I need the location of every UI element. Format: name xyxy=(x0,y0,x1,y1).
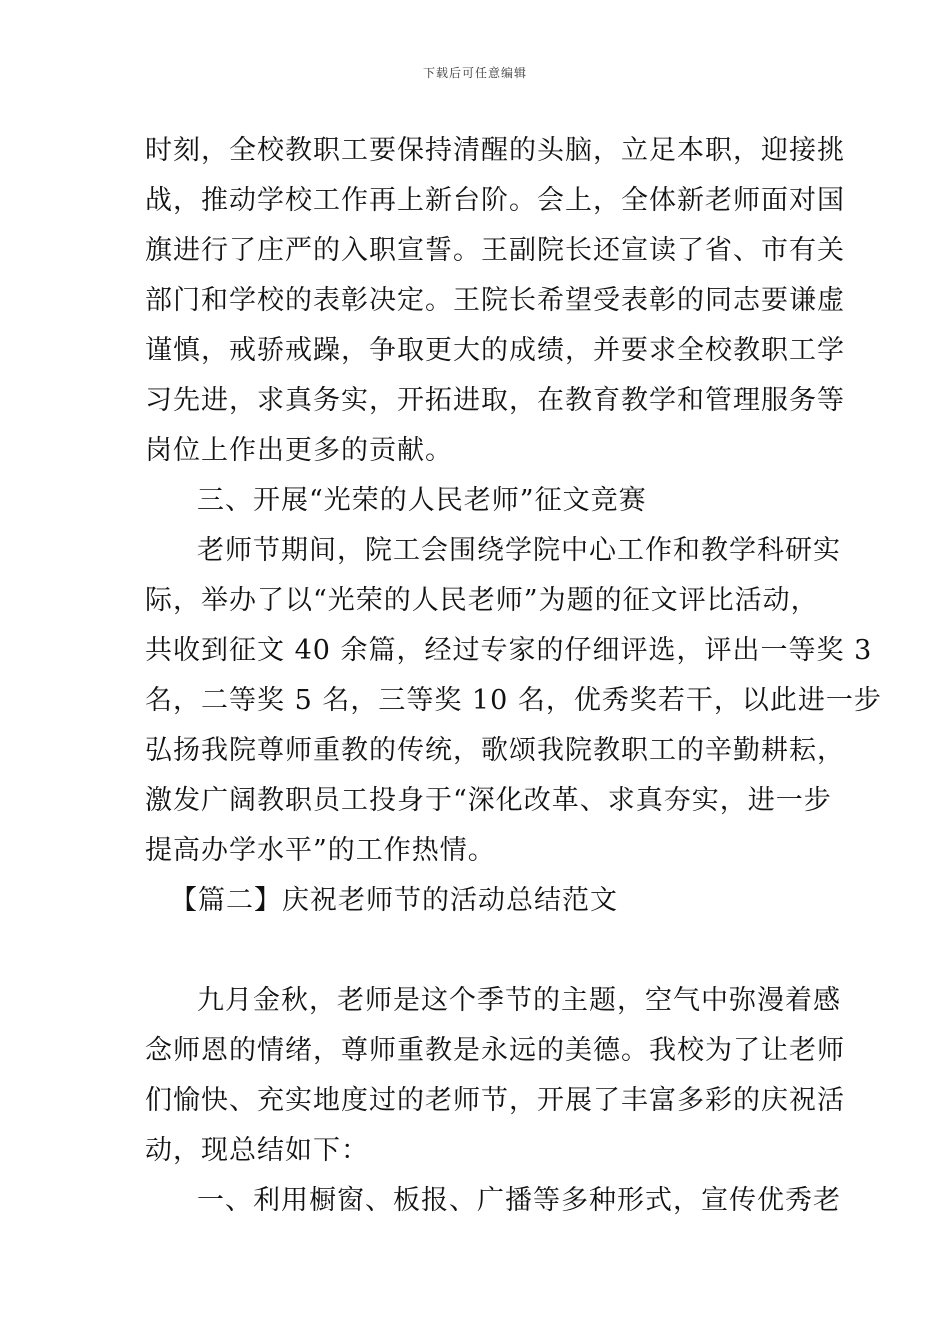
text-line: 旗进行了庄严的入职宣誓。王副院长还宣读了省、市有关 xyxy=(145,235,845,266)
section-title: 【篇二】庆祝老师节的活动总结范文 xyxy=(170,885,618,916)
paragraph-continuation xyxy=(145,126,845,476)
text-line: 谨慎，戒骄戒躁，争取更大的成绩，并要求全校教职工学 xyxy=(145,335,845,366)
text-line: 战，推动学校工作再上新台阶。会上，全体新老师面对国 xyxy=(145,185,845,216)
text-line: 共收到征文 40 余篇，经过专家的仔细评选，评出一等奖 3 xyxy=(145,635,873,666)
paragraph-intro xyxy=(145,976,845,1176)
text-line: 岗位上作出更多的贡献。 xyxy=(145,435,453,466)
text-line: 名，二等奖 5 名，三等奖 10 名，优秀奖若干，以此进一步 xyxy=(145,685,882,716)
text-line: 习先进，求真务实，开拓进取，在教育教学和管理服务等 xyxy=(145,385,845,416)
page-header: 下载后可任意编辑 xyxy=(422,66,527,80)
text-line: 激发广阔教职员工投身于“深化改革、求真夯实，进一步 xyxy=(145,785,832,816)
text-line: 老师节期间，院工会围绕学院中心工作和教学科研实 xyxy=(197,535,841,566)
text-line: 时刻，全校教职工要保持清醒的头脑，立足本职，迎接挑 xyxy=(145,135,845,166)
text-line: 弘扬我院尊师重教的传统，歌颂我院教职工的辛勤耕耘， xyxy=(145,735,845,766)
text-line: 念师恩的情绪，尊师重教是永远的美德。我校为了让老师 xyxy=(145,1035,845,1066)
text-line: 动，现总结如下： xyxy=(145,1135,369,1166)
document-body xyxy=(145,126,882,1226)
paragraph-essay-contest xyxy=(145,526,882,876)
text-line: 部门和学校的表彰决定。王院长希望受表彰的同志要谦虚 xyxy=(145,285,845,316)
text-line: 一、利用橱窗、板报、广播等多种形式，宣传优秀老 xyxy=(197,1185,841,1216)
blank-line xyxy=(145,926,815,976)
text-line: 们愉快、充实地度过的老师节，开展了丰富多彩的庆祝活 xyxy=(145,1085,845,1116)
paragraph-item-one xyxy=(145,1176,841,1226)
section-heading: 三、开展“光荣的人民老师”征文竞赛 xyxy=(197,485,647,516)
text-line: 际，举办了以“光荣的人民老师”为题的征文评比活动， xyxy=(145,585,819,616)
text-line: 九月金秋，老师是这个季节的主题，空气中弥漫着感 xyxy=(197,985,841,1016)
text-line: 提高办学水平”的工作热情。 xyxy=(145,835,496,866)
